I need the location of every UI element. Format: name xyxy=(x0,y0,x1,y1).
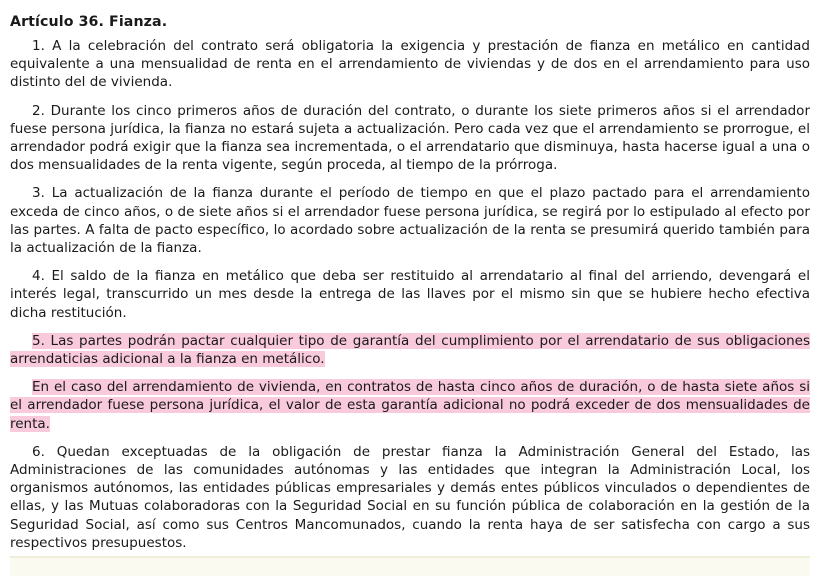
paragraph-text: 6. Quedan exceptuadas de la obligación de prestar fianza la Administración General del Estado, las Administraciones de las comunidades autónomas y las entidades que integran la Administración Local, los organismos autónomos, las entidades públicas empresariales y demás entes públicos vinculados o dependientes de ellas, y las Mutuas colaboradoras con la Seguridad Social en su función pública de colaboración en la gestión de la Seguridad Social, así como sus Centros Mancomunados, cuando la renta haya de ser satisfecha con cargo a sus respectivos presupuestos. xyxy=(10,443,810,551)
paragraph-5b-highlighted xyxy=(10,378,810,433)
paragraph-2 xyxy=(10,102,810,175)
paragraph-4 xyxy=(10,267,810,322)
paragraph-5-highlighted xyxy=(10,332,810,368)
paragraph-text: 2. Durante los cinco primeros años de duración del contrato, o durante los siete primeros años si el arrendador fuese persona jurídica, la fianza no estará sujeta a actualización. Pero cada vez que el arrendamiento se prorrogue, el arrendador podrá exigir que la fianza sea incrementada, o el arrendatario que disminuya, hasta hacerse igual a una o dos mensualidades de la renta vigente, según proceda, al tiempo de la prórroga. xyxy=(10,102,810,174)
article-title: Artículo 36. Fianza. xyxy=(10,14,168,30)
highlighted-text[interactable]: En el caso del arrendamiento de vivienda, en contratos de hasta cinco años de duración, o de hasta siete años si el arrendador fuese persona jurídica, el valor de esta garantía adicional no podrá exceder de dos mensualidades de renta. xyxy=(10,379,810,432)
paragraph-text: 4. El saldo de la fianza en metálico que deba ser restituido al arrendatario al final del arriendo, devengará el interés legal, transcurrido un mes desde la entrega de las llaves por el mismo sin que se hubiere hecho efectiva dicha restitución. xyxy=(10,268,810,321)
highlighted-text[interactable]: 5. Las partes podrán pactar cualquier tipo de garantía del cumplimiento por el arrendatario de sus obligaciones arrendaticias adicional a la fianza en metálico. xyxy=(10,332,810,368)
paragraph-text: 3. La actualización de la fianza durante el período de tiempo en que el plazo pactado para el arrendamiento exceda de cinco años, o de siete años si el arrendador fuese persona jurídica, se regirá por lo estipulado al efecto por las partes. A falta de pacto específico, lo acordado sobre actualización de la renta se presumirá querido también para la actualización de la fianza. xyxy=(10,185,810,257)
paragraph-3 xyxy=(10,184,810,257)
paragraph-1 xyxy=(10,37,810,92)
article xyxy=(10,0,810,552)
paragraph-6 xyxy=(10,443,810,552)
paragraph-text: 1. A la celebración del contrato será obligatoria la exigencia y prestación de fianza en metálico en cantidad equivalente a una mensualidad de renta en el arrendamiento de viviendas y de dos en el arrendamiento para uso distinto del de vivienda. xyxy=(10,38,810,91)
next-section-box xyxy=(10,556,810,576)
